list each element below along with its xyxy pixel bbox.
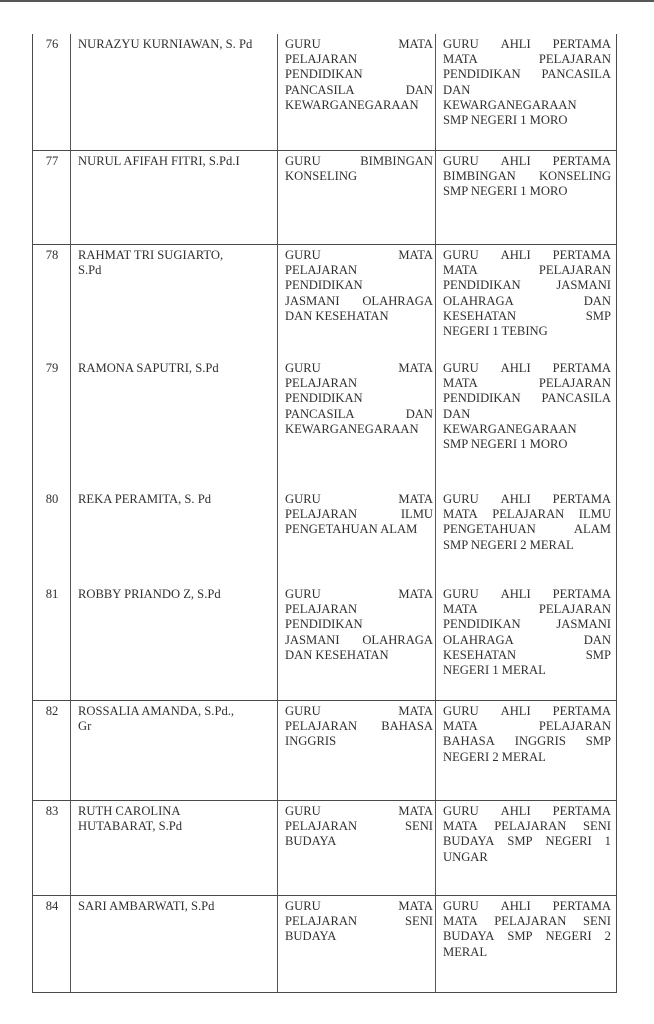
- table-row: [33, 800, 616, 896]
- employee-name-line: RAMONA SAPUTRI, S.Pd: [78, 361, 219, 375]
- employee-name-line: RUTH CAROLINA: [78, 804, 181, 818]
- current-position-line: PELAJARAN SENI: [285, 914, 433, 929]
- table-row: [33, 150, 616, 245]
- current-position: [285, 248, 433, 324]
- employee-name-line: NURUL AFIFAH FITRI, S.Pd.I: [78, 154, 240, 168]
- table-row: [33, 895, 616, 994]
- target-position-line: BUDAYA SMP NEGERI 1: [443, 834, 611, 849]
- target-position-line: MATA PELAJARAN: [443, 263, 611, 278]
- current-position-line: PANCASILA DAN: [285, 406, 433, 421]
- current-position-line: GURU MATA: [285, 361, 433, 375]
- current-position-line: PELAJARAN ILMU: [285, 507, 433, 522]
- current-position-line: DAN KESEHATAN: [285, 647, 389, 662]
- target-position-line: GURU AHLI PERTAMA: [443, 587, 611, 601]
- employee-name-line: SARI AMBARWATI, S.Pd: [78, 899, 215, 913]
- target-position-line: MATA PELAJARAN SENI: [443, 819, 611, 834]
- target-position-line: GURU AHLI PERTAMA: [443, 492, 611, 506]
- employee-name: [78, 154, 274, 169]
- current-position-line: PELAJARAN: [285, 52, 358, 67]
- employee-name: [78, 587, 274, 602]
- employee-name-line: HUTABARAT, S.Pd: [78, 819, 183, 834]
- target-position-line: MATA PELAJARAN: [443, 376, 611, 391]
- employee-name-line: S.Pd: [78, 263, 102, 278]
- table-row: [33, 34, 616, 150]
- current-position-line: JASMANI OLAHRAGA: [285, 293, 433, 308]
- target-position: [443, 37, 611, 128]
- current-position-line: PENDIDIKAN: [285, 391, 363, 406]
- employee-name: [78, 899, 274, 914]
- employee-name: [78, 492, 274, 507]
- top-edge-bar: [0, 0, 654, 2]
- target-position-line: BAHASA INGGRIS SMP: [443, 734, 611, 749]
- target-position-line: PENDIDIKAN JASMANI: [443, 278, 611, 293]
- target-position-line: NEGERI 1 MERAL: [443, 663, 546, 678]
- target-position-line: SMP NEGERI 2 MERAL: [443, 537, 574, 552]
- current-position-line: PELAJARAN: [285, 376, 358, 391]
- target-position: [443, 804, 611, 865]
- target-position-line: GURU AHLI PERTAMA: [443, 154, 611, 168]
- current-position-line: PELAJARAN: [285, 263, 358, 278]
- target-position-line: SMP NEGERI 1 MORO: [443, 437, 568, 452]
- employee-name-line: RAHMAT TRI SUGIARTO,: [78, 248, 224, 262]
- target-position-line: MATA PELAJARAN SENI: [443, 914, 611, 929]
- employee-table: [32, 34, 617, 993]
- target-position: [443, 154, 611, 200]
- current-position-line: GURU MATA: [285, 587, 433, 601]
- current-position-line: PELAJARAN: [285, 602, 358, 617]
- current-position-line: PENGETAHUAN ALAM: [285, 522, 418, 537]
- target-position-line: PENGETAHUAN ALAM: [443, 522, 611, 537]
- employee-name-line: REKA PERAMITA, S. Pd: [78, 492, 211, 506]
- target-position-line: KEWARGANEGARAAN: [443, 97, 577, 112]
- current-position-line: INGGRIS: [285, 734, 337, 749]
- target-position-line: GURU AHLI PERTAMA: [443, 361, 611, 375]
- target-position-line: BUDAYA SMP NEGERI 2: [443, 929, 611, 944]
- target-position-line: SMP NEGERI 1 MORO: [443, 184, 568, 199]
- employee-name: [78, 361, 274, 376]
- target-position-line: GURU AHLI PERTAMA: [443, 248, 611, 262]
- current-position-line: KONSELING: [285, 169, 358, 184]
- current-position: [285, 361, 433, 437]
- target-position-line: GURU AHLI PERTAMA: [443, 37, 611, 51]
- target-position: [443, 899, 611, 960]
- target-position-line: PENDIDIKAN PANCASILA: [443, 391, 611, 406]
- target-position-line: OLAHRAGA DAN: [443, 632, 611, 647]
- table-row: [33, 584, 616, 700]
- target-position: [443, 587, 611, 678]
- target-position-line: MATA PELAJARAN: [443, 52, 611, 67]
- current-position-line: PENDIDIKAN: [285, 617, 363, 632]
- current-position-line: GURU BIMBINGAN: [285, 154, 433, 168]
- current-position-line: JASMANI OLAHRAGA: [285, 632, 433, 647]
- current-position: [285, 704, 433, 750]
- current-position-line: GURU MATA: [285, 37, 433, 51]
- current-position-line: GURU MATA: [285, 492, 433, 506]
- current-position-line: PENDIDIKAN: [285, 67, 363, 82]
- row-number: 81: [45, 587, 59, 601]
- target-position-line: MATA PELAJARAN ILMU: [443, 507, 611, 522]
- table-row: [33, 700, 616, 801]
- current-position-line: BUDAYA: [285, 929, 337, 944]
- table-row: [33, 244, 616, 359]
- current-position-line: BUDAYA: [285, 834, 337, 849]
- target-position-line: BIMBINGAN KONSELING: [443, 169, 611, 184]
- target-position-line: DAN: [443, 82, 471, 97]
- target-position-line: GURU AHLI PERTAMA: [443, 804, 611, 818]
- row-number: 79: [45, 361, 59, 375]
- target-position-line: SMP NEGERI 1 MORO: [443, 113, 568, 128]
- employee-name: [78, 248, 274, 278]
- employee-name: [78, 804, 274, 834]
- target-position: [443, 704, 611, 765]
- row-number: 83: [45, 804, 59, 818]
- current-position-line: GURU MATA: [285, 248, 433, 262]
- current-position: [285, 587, 433, 663]
- target-position-line: PENDIDIKAN PANCASILA: [443, 67, 611, 82]
- current-position-line: GURU MATA: [285, 804, 433, 818]
- target-position-line: MATA PELAJARAN: [443, 602, 611, 617]
- employee-name-line: Gr: [78, 719, 92, 734]
- table-row: [33, 489, 616, 584]
- current-position-line: KEWARGANEGARAAN: [285, 97, 419, 112]
- table-row: [33, 358, 616, 489]
- target-position-line: MATA PELAJARAN: [443, 719, 611, 734]
- current-position: [285, 804, 433, 850]
- employee-name-line: NURAZYU KURNIAWAN, S. Pd: [78, 37, 253, 51]
- current-position-line: PENDIDIKAN: [285, 278, 363, 293]
- current-position-line: GURU MATA: [285, 704, 433, 718]
- target-position-line: NEGERI 1 TEBING: [443, 324, 548, 339]
- target-position-line: DAN: [443, 406, 471, 421]
- target-position: [443, 361, 611, 452]
- target-position: [443, 248, 611, 339]
- current-position-line: PANCASILA DAN: [285, 82, 433, 97]
- target-position: [443, 492, 611, 553]
- current-position: [285, 899, 433, 945]
- current-position-line: PELAJARAN BAHASA: [285, 719, 433, 734]
- current-position-line: DAN KESEHATAN: [285, 308, 389, 323]
- current-position-line: KEWARGANEGARAAN: [285, 421, 419, 436]
- employee-name: [78, 37, 274, 52]
- target-position-line: PENDIDIKAN JASMANI: [443, 617, 611, 632]
- employee-name-line: ROBBY PRIANDO Z, S.Pd: [78, 587, 221, 601]
- target-position-line: UNGAR: [443, 849, 488, 864]
- current-position: [285, 492, 433, 538]
- target-position-line: KESEHATAN SMP: [443, 647, 611, 662]
- row-number: 76: [45, 37, 59, 51]
- employee-name-line: ROSSALIA AMANDA, S.Pd.,: [78, 704, 235, 718]
- current-position: [285, 154, 433, 184]
- row-number: 80: [45, 492, 59, 506]
- employee-name: [78, 704, 274, 734]
- target-position-line: MERAL: [443, 944, 488, 959]
- row-number: 78: [45, 248, 59, 262]
- current-position-line: GURU MATA: [285, 899, 433, 913]
- row-number: 84: [45, 899, 59, 913]
- target-position-line: OLAHRAGA DAN: [443, 293, 611, 308]
- current-position: [285, 37, 433, 113]
- row-number: 77: [45, 154, 59, 168]
- target-position-line: GURU AHLI PERTAMA: [443, 704, 611, 718]
- row-number: 82: [45, 704, 59, 718]
- target-position-line: KEWARGANEGARAAN: [443, 421, 577, 436]
- target-position-line: KESEHATAN SMP: [443, 308, 611, 323]
- target-position-line: GURU AHLI PERTAMA: [443, 899, 611, 913]
- target-position-line: NEGERI 2 MERAL: [443, 749, 546, 764]
- current-position-line: PELAJARAN SENI: [285, 819, 433, 834]
